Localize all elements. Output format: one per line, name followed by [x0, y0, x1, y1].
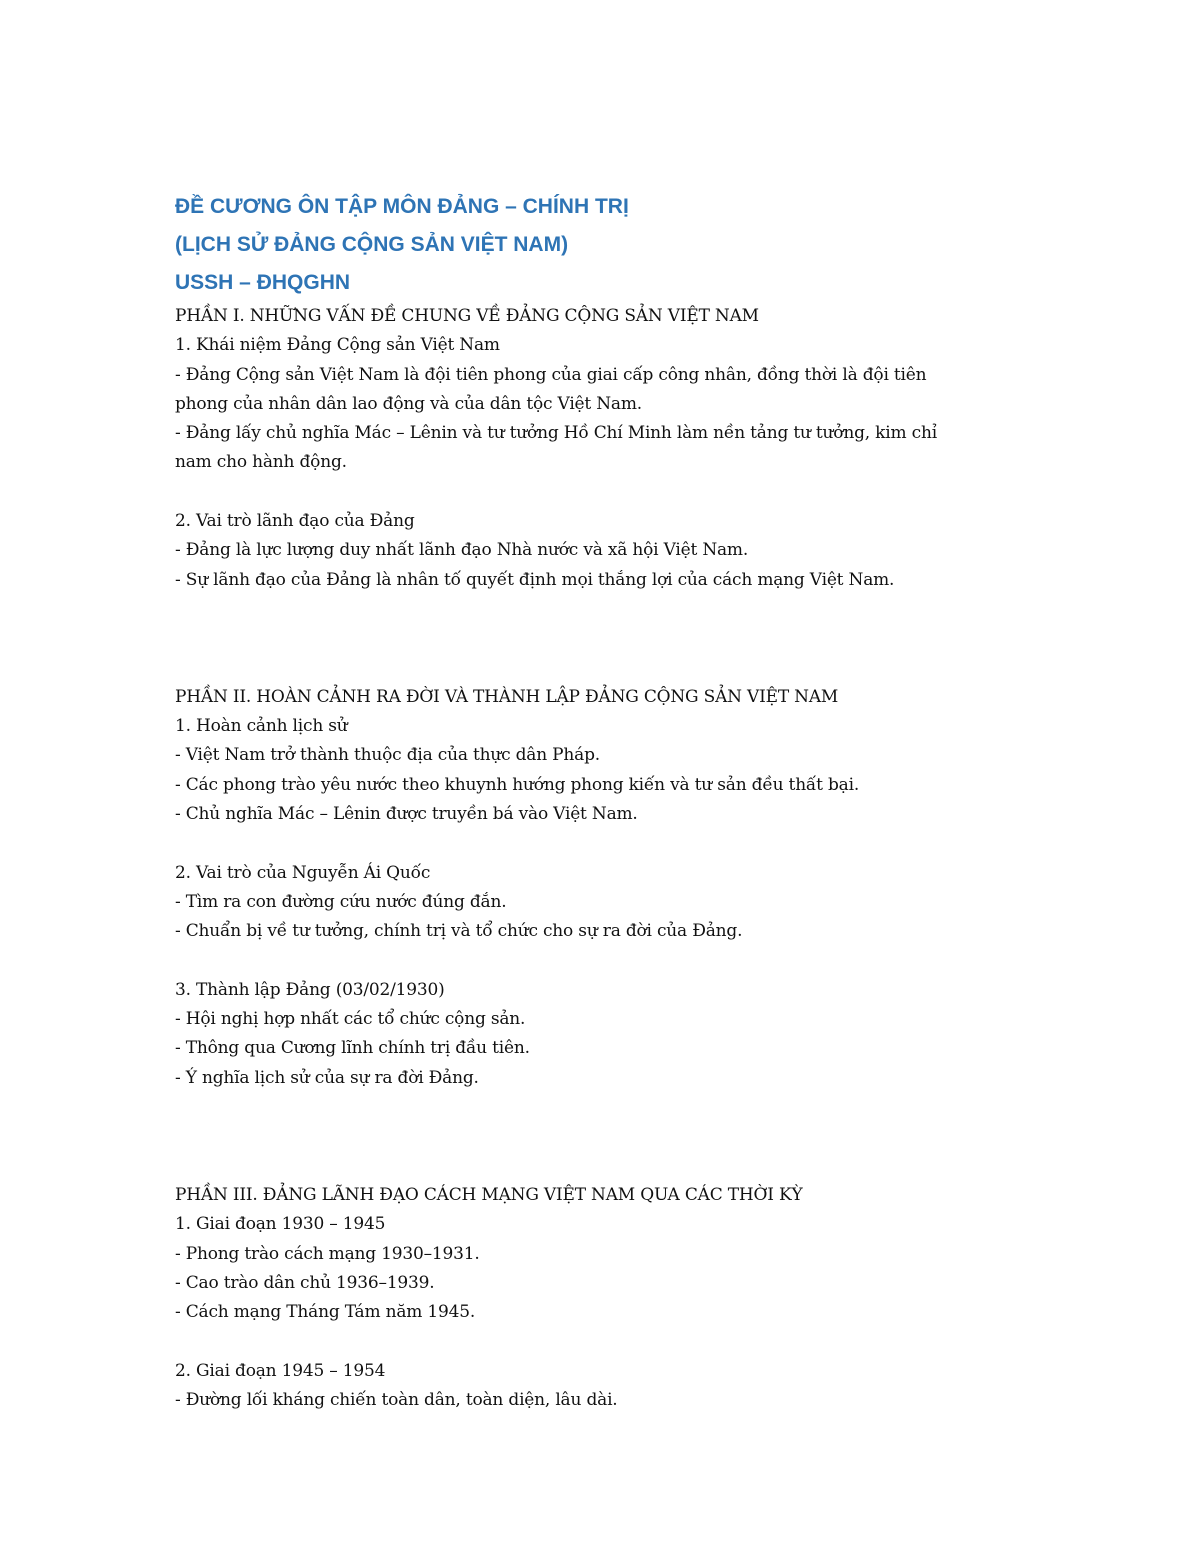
bullet-text: - Hội nghị hợp nhất các tổ chức cộng sản. [175, 1009, 526, 1030]
bullet-text: - Đảng lấy chủ nghĩa Mác – Lênin và tư tưởng Hồ Chí Minh làm nền tảng tư tưởng, kim chỉ [175, 423, 937, 444]
bullet-text: - Chủ nghĩa Mác – Lênin được truyền bá vào Việt Nam. [175, 804, 638, 825]
spacer [175, 478, 1035, 507]
spacer [175, 947, 1035, 976]
part-2-section-1-title: 1. Hoàn cảnh lịch sử [175, 716, 348, 737]
part-2-heading: PHẦN II. HOÀN CẢNH RA ĐỜI VÀ THÀNH LẬP ĐẢNG CỘNG SẢN VIỆT NAM [175, 686, 839, 707]
part-2-section-2-title: 2. Vai trò của Nguyễn Ái Quốc [175, 862, 431, 883]
spacer [175, 654, 1035, 683]
part-1-heading: PHẦN I. NHỮNG VẤN ĐỀ CHUNG VỀ ĐẢNG CỘNG SẢN VIỆT NAM [175, 306, 759, 326]
bullet-text-continued: phong của nhân dân lao động và của dân tộc Việt Nam. [175, 393, 642, 414]
part-3-section-2-title: 2. Giai đoạn 1945 – 1954 [175, 1360, 386, 1381]
document-title-line-2: (LỊCH SỬ ĐẢNG CỘNG SẢN VIỆT NAM) [175, 233, 569, 256]
bullet-text: - Việt Nam trở thành thuộc địa của thực dân Pháp. [175, 745, 600, 766]
spacer [175, 595, 1035, 654]
part-2-section-3-title: 3. Thành lập Đảng (03/02/1930) [175, 979, 445, 1000]
spacer [175, 1093, 1035, 1152]
part-3-heading: PHẦN III. ĐẢNG LÃNH ĐẠO CÁCH MẠNG VIỆT NAM QUA CÁC THỜI KỲ [175, 1184, 803, 1205]
bullet-text: - Các phong trào yêu nước theo khuynh hướng phong kiến và tư sản đều thất bại. [175, 774, 860, 795]
bullet-text-continued: nam cho hành động. [175, 452, 347, 473]
bullet-text: - Phong trào cách mạng 1930–1931. [175, 1243, 480, 1264]
part-1-section-1-title: 1. Khái niệm Đảng Cộng sản Việt Nam [175, 335, 500, 356]
spacer [175, 1152, 1035, 1181]
bullet-text: - Đảng là lực lượng duy nhất lãnh đạo Nhà nước và xã hội Việt Nam. [175, 540, 749, 561]
document-title-line-3: USSH – ĐHQGHN [175, 271, 351, 294]
bullet-text: - Cao trào dân chủ 1936–1939. [175, 1272, 435, 1293]
bullet-text: - Ý nghĩa lịch sử của sự ra đời Đảng. [175, 1067, 479, 1088]
spacer [175, 1327, 1035, 1356]
document-page [175, 188, 1035, 1415]
part-1-section-2-title: 2. Vai trò lãnh đạo của Đảng [175, 511, 415, 532]
bullet-text: - Đảng Cộng sản Việt Nam là đội tiên phong của giai cấp công nhân, đồng thời là đội tiên [175, 364, 927, 385]
part-3-section-1-title: 1. Giai đoạn 1930 – 1945 [175, 1214, 386, 1235]
document-body [175, 302, 1035, 1415]
bullet-text: - Chuẩn bị về tư tưởng, chính trị và tổ chức cho sự ra đời của Đảng. [175, 921, 743, 942]
bullet-text: - Thông qua Cương lĩnh chính trị đầu tiên. [175, 1038, 530, 1059]
bullet-text: - Đường lối kháng chiến toàn dân, toàn diện, lâu dài. [175, 1389, 618, 1410]
bullet-text: - Sự lãnh đạo của Đảng là nhân tố quyết định mọi thắng lợi của cách mạng Việt Nam. [175, 569, 895, 590]
bullet-text: - Tìm ra con đường cứu nước đúng đắn. [175, 891, 507, 912]
document-title-line-1: ĐỀ CƯƠNG ÔN TẬP MÔN ĐẢNG – CHÍNH TRỊ [175, 195, 629, 218]
bullet-text: - Cách mạng Tháng Tám năm 1945. [175, 1302, 476, 1323]
spacer [175, 829, 1035, 858]
